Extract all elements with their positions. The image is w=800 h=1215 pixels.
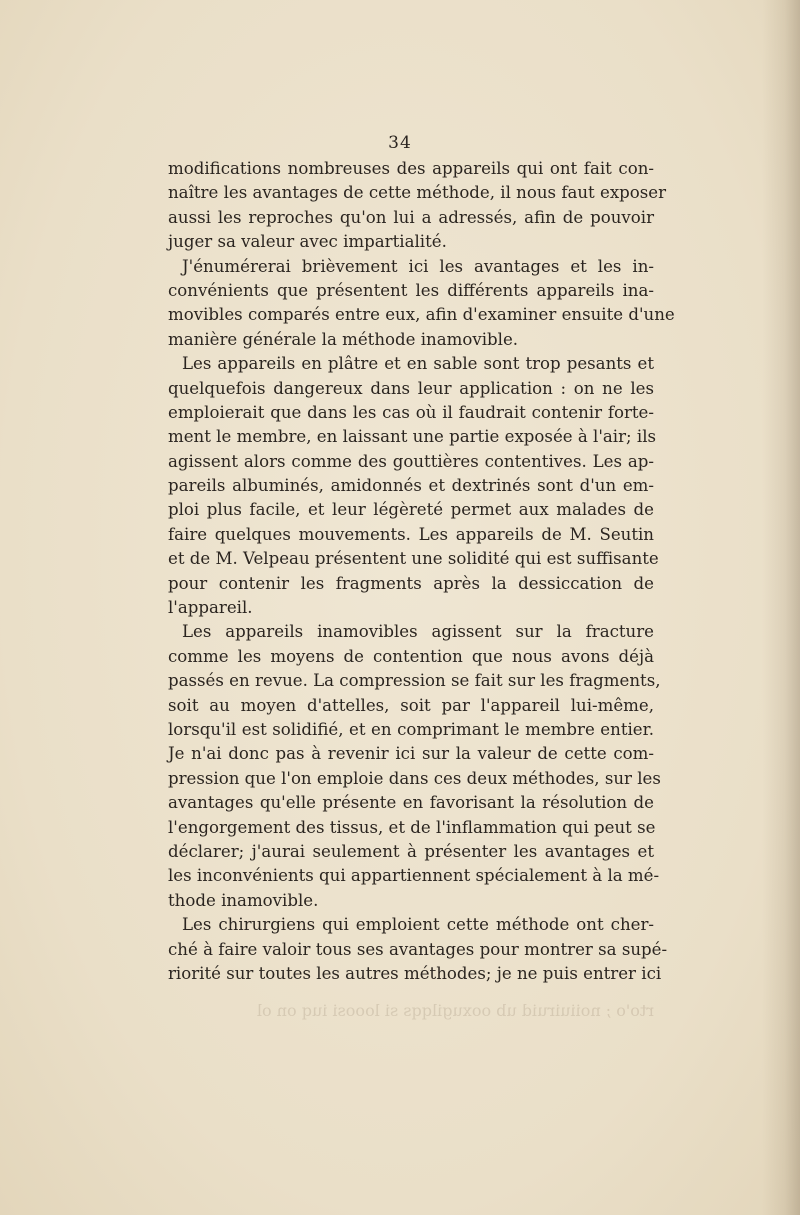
text-line: comme les moyens de contention que nous avons déjà [168, 646, 654, 666]
text-line: lorsqu'il est solidifié, et en comprimant le membre entier. [168, 719, 654, 739]
text-line: les inconvénients qui appartiennent spécialement à la mé- [168, 866, 660, 886]
text-line: pareils albuminés, amidonnés et dextrinés sont d'un em- [168, 476, 654, 496]
text-line: Les chirurgiens qui emploient cette méthode ont cher- [182, 915, 654, 935]
text-line: avantages qu'elle présente en favorisant la résolution de [168, 793, 654, 813]
text-line: manière générale la méthode inamovible. [168, 329, 519, 349]
text-line: l'appareil. [168, 598, 253, 618]
text-line: agissent alors comme des gouttières contentives. Les ap- [168, 451, 654, 471]
text-line: ploi plus facile, et leur légèreté permet aux malades de [168, 500, 654, 520]
text-line: aussi les reproches qu'on lui a adressés, afin de pouvoir [168, 207, 654, 227]
text-line: naître les avantages de cette méthode, il nous faut exposer [168, 183, 667, 203]
text-line: Les appareils inamovibles agissent sur la fracture [182, 622, 654, 642]
text-line: passés en revue. La compression se fait sur les fragments, [168, 671, 661, 691]
text-line: Je n'ai donc pas à revenir ici sur la valeur de cette com- [168, 744, 654, 764]
body-text [168, 157, 675, 986]
text-line: pression que l'on emploie dans ces deux méthodes, sur les [168, 768, 661, 788]
text-line: déclarer; j'aurai seulement à présenter les avantages et [168, 841, 654, 861]
text-line: J'énumérerai brièvement ici les avantages et les in- [182, 256, 654, 276]
text-line: thode inamovible. [168, 890, 319, 910]
text-line: soit au moyen d'attelles, soit par l'appareil lui-même, [168, 695, 654, 715]
text-line: juger sa valeur avec impartialité. [168, 232, 447, 252]
page-edge-shadow [762, 0, 800, 1215]
text-line: emploierait que dans les cas où il faudrait contenir forte- [168, 402, 654, 422]
page-number: 34 [388, 133, 412, 153]
text-line: convénients que présentent les différents appareils ina- [168, 280, 654, 300]
text-line: et de M. Velpeau présentent une solidité qui est suffisante [168, 549, 659, 569]
text-line: ché à faire valoir tous ses avantages pour montrer sa supé- [168, 939, 668, 959]
text-line: quelquefois dangereux dans leur application : on ne les [168, 378, 654, 398]
text-line: ment le membre, en laissant une partie exposée à l'air; ils [168, 427, 657, 447]
text-line: l'engorgement des tissus, et de l'inflammation qui peut se [168, 817, 656, 837]
text-line: riorité sur toutes les autres méthodes; je ne puis entrer ici [168, 963, 662, 983]
text-line: modifications nombreuses des appareils qui ont fait con- [168, 159, 654, 178]
bleed-through-text: rto'o ; noiiuiruid ub ooxugilqqs si looosi iuq on ol [256, 1001, 654, 1020]
text-line: faire quelques mouvements. Les appareils de M. Seutin [168, 524, 654, 544]
text-line: pour contenir les fragments après la dessiccation de [168, 573, 654, 593]
text-line: movibles comparés entre eux, afin d'examiner ensuite d'une [168, 305, 675, 325]
text-line: Les appareils en plâtre et en sable sont trop pesants et [182, 354, 654, 374]
